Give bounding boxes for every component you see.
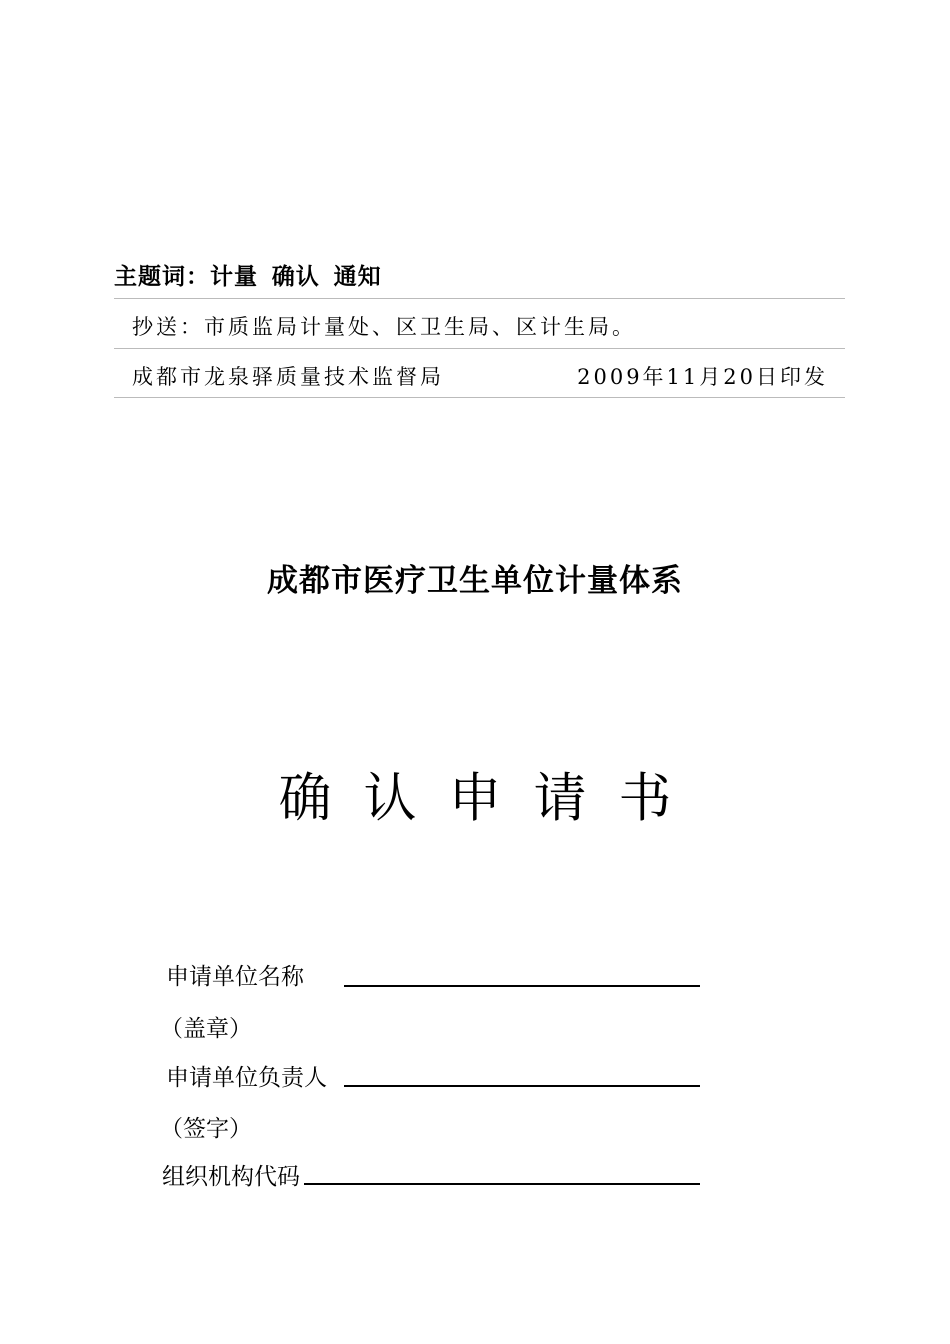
keyword-2: 确认 [271, 264, 320, 290]
issue-date: 2009年11月20日印发 [577, 365, 828, 389]
cover-subtitle: 确认申请书 [278, 768, 704, 829]
cover-title: 成都市医疗卫生单位计量体系 [267, 563, 683, 599]
keyword-1: 计量 [210, 264, 258, 290]
divider-bottom [114, 397, 845, 398]
seal-note: （盖章） [160, 1016, 252, 1042]
responsible-person-field[interactable] [344, 1085, 700, 1087]
org-code-field[interactable] [304, 1183, 700, 1185]
applicant-name-field[interactable] [344, 985, 700, 987]
signature-note: （签字） [160, 1116, 252, 1142]
issuer: 成都市龙泉驿质量技术监督局 [132, 365, 444, 389]
cc-line: 抄送：市质监局计量处、区卫生局、区计生局。 [132, 315, 636, 339]
subject-keywords [114, 258, 382, 291]
keywords-label: 主题词： [114, 264, 210, 290]
responsible-person-label: 申请单位负责人 [166, 1065, 327, 1091]
divider-middle [114, 348, 845, 349]
keyword-3: 通知 [333, 264, 382, 290]
org-code-label: 组织机构代码 [162, 1164, 300, 1190]
divider-top [114, 298, 845, 299]
applicant-name-label: 申请单位名称 [166, 964, 304, 990]
